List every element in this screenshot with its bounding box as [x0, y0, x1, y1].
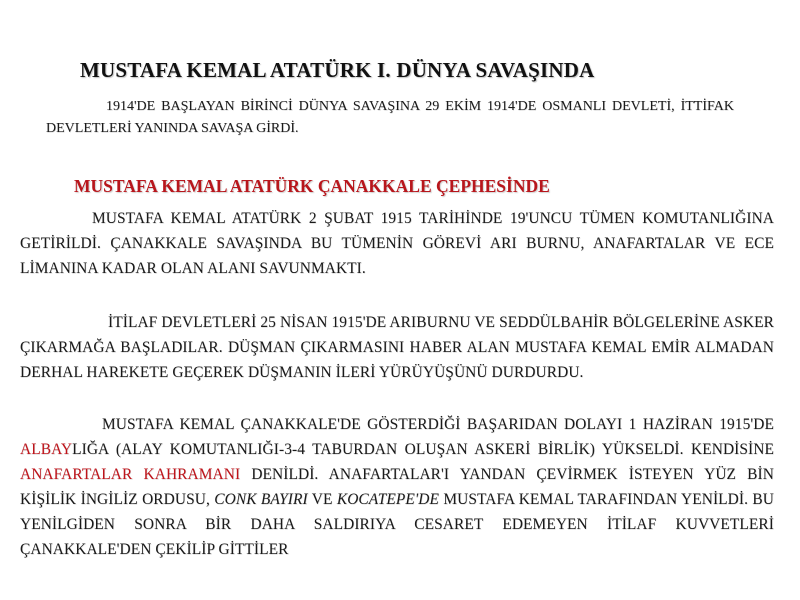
paragraph-1	[20, 206, 774, 281]
italic-kocatepe: KOCATEPE'DE	[336, 491, 439, 508]
paragraph-3-part-5: MUSTAFA KEMAL TARAFINDAN YENİLDİ. BU YENİLGİDEN SONRA BİR DAHA SALDIRIYA CESARET EDEMEYEN İTİLAF KUVVETLERİ ÇANAKKALE'DEN ÇEKİLİP GİTTİLER	[20, 491, 774, 558]
paragraph-2	[20, 310, 774, 385]
italic-conk-bayiri: CONK BAYIRI	[214, 491, 308, 508]
page-title: MUSTAFA KEMAL ATATÜRK I. DÜNYA SAVAŞINDA	[80, 58, 595, 82]
section-subtitle: MUSTAFA KEMAL ATATÜRK ÇANAKKALE ÇEPHESİNDE	[74, 176, 550, 196]
intro-paragraph	[46, 96, 734, 140]
paragraph-3-part-1: MUSTAFA KEMAL ÇANAKKALE'DE GÖSTERDİĞİ BAŞARIDAN DOLAYI 1 HAZİRAN 1915'DE	[102, 416, 774, 433]
paragraph-3-part-2: LIĞA (ALAY KOMUTANLIĞI-3-4 TABURDAN OLUŞAN ASKERİ BİRLİK) YÜKSELDİ. KENDİSİNE	[72, 441, 774, 458]
paragraph-3	[20, 412, 774, 562]
highlight-anafartalar-kahramani: ANAFARTALAR KAHRAMANI	[20, 466, 241, 483]
paragraph-3-part-3: DENİLDİ. ANAFARTALAR'I YANDAN ÇEVİRMEK İSTEYEN YÜZ BİN KİŞİLİK İNGİLİZ ORDUSU,	[20, 466, 774, 508]
paragraph-1-text: MUSTAFA KEMAL ATATÜRK 2 ŞUBAT 1915 TARİHİNDE 19'UNCU TÜMEN KOMUTANLIĞINA GETİRİLDİ. ÇANAKKALE SAVAŞINDA BU TÜMENİN GÖREVİ ARI BURNU, ANAFARTALAR VE ECE LİMANINA KADAR OLAN ALANI SAVUNMAKTI.	[20, 210, 774, 277]
highlight-albay: ALBAY	[20, 441, 73, 458]
paragraph-2-text: İTİLAF DEVLETLERİ 25 NİSAN 1915'DE ARIBURNU VE SEDDÜLBAHİR BÖLGELERİNE ASKER ÇIKARMAĞA BAŞLADILAR. DÜŞMAN ÇIKARMASINI HABER ALAN MUSTAFA KEMAL EMİR ALMADAN DERHAL HAREKETE GEÇEREK DÜŞMANIN İLERİ YÜRÜYÜŞÜNÜ DURDURDU.	[20, 314, 774, 381]
intro-text: 1914'DE BAŞLAYAN BİRİNCİ DÜNYA SAVAŞINA 29 EKİM 1914'DE OSMANLI DEVLETİ, İTTİFAK DEVLETLERİ YANINDA SAVAŞA GİRDİ.	[46, 99, 734, 136]
paragraph-3-part-4: VE	[307, 491, 337, 508]
